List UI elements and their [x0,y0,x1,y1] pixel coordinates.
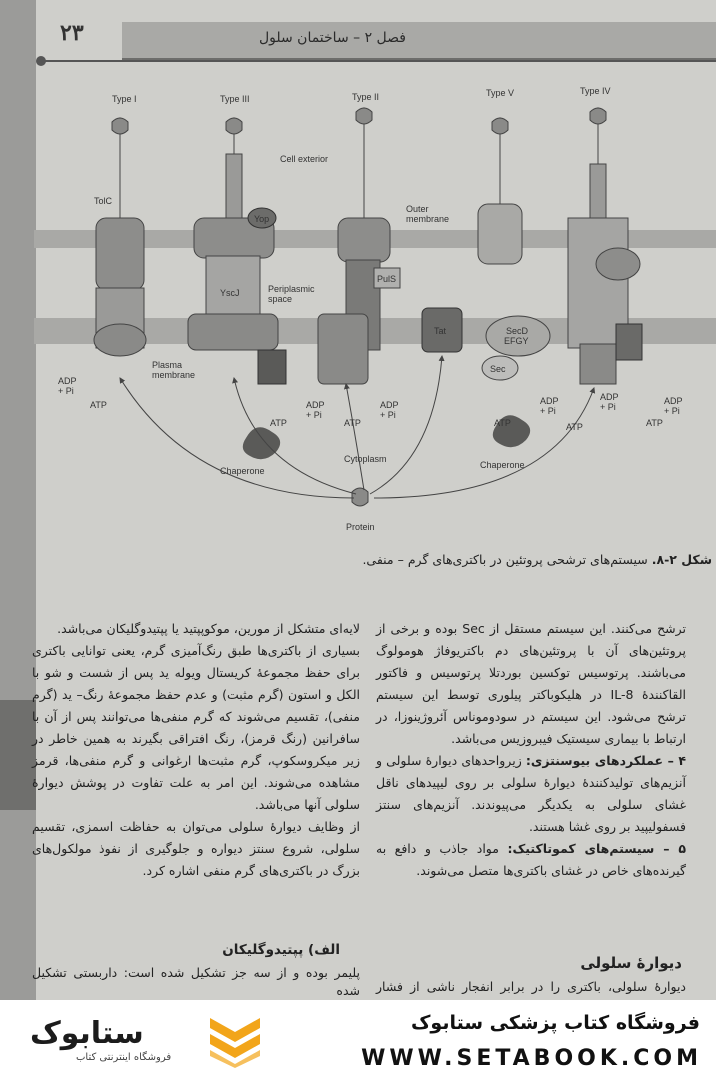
label-pi-5: + Pi [600,402,616,412]
label-yscj: YscJ [220,288,240,298]
right-paragraph-3-text: مواد جاذب و دافع به گیرنده‌های خاص در غشای باکتری‌ها متصل می‌شوند. [376,841,686,878]
label-outer-membrane-2: membrane [406,214,450,224]
logo-chevron-icon [206,1012,264,1068]
caption-text: سیستم‌های ترشحی پروتئین در باکتری‌های گرم – منفی. [362,552,652,567]
left-paragraph-2: بسیاری از باکتری‌ها طبق رنگ‌آمیزی گرم، یعنی توانایی باکتری برای حفظ مجموعهٔ کریستال ویوله ید پس از شست و شو با الکل و استون (گرم مثبت) و عدم حفظ مجموعهٔ رنگ– ید (گرم منفی)، تقسیم می‌شوند که گرم منفی‌ها می‌توانند پس از آن با سافرانین (رنگ قرمز)، رنگ افتراقی بگیرند به همین خاطر در زیر میکروسکوپ، گرم مثبت‌ها ارغوانی و گرم منفی‌ها، قرمز مشاهده می‌شوند. این امر به علت تفاوت در پوشش دیوارهٔ سلولی آنها می‌باشد. [32,643,360,812]
label-tolc: TolC [94,196,113,206]
thumb-index-tab [0,700,36,810]
label-adp-5: ADP [600,392,619,402]
label-pi-3: + Pi [380,410,396,420]
label-type4: Type IV [580,86,611,96]
label-periplasmic-1: Periplasmic [268,284,315,294]
label-atp-2: ATP [270,418,287,428]
label-type3: Type III [220,94,250,104]
label-cell-exterior: Cell exterior [280,154,329,164]
label-periplasmic-2: space [268,294,293,304]
header-rule [40,60,716,62]
figure-caption [32,552,712,567]
right-paragraph-2-text: زیرواحدهای دیوارهٔ سلولی و آنزیم‌های تولیدکنندهٔ دیوارهٔ سلولی بر روی لیپیدهای ناقل غشای سلولی به یکدیگر می‌پیوندند. آنزیم‌های سنتز فسفولیپید بر روی غشا هستند. [376,753,686,834]
section-heading: دیوارهٔ سلولی [580,954,682,972]
right-paragraph-2 [376,750,686,838]
label-adp-1: ADP [58,376,77,386]
caption-label: شکل ۲-۸. [651,552,712,567]
label-type5: Type V [486,88,515,98]
type1-system [94,118,146,356]
label-chaperone-right: Chaperone [480,460,525,470]
type5-system [478,118,522,264]
type3-system [188,118,286,384]
label-atp-6: ATP [646,418,663,428]
label-chaperone-left: Chaperone [220,466,265,476]
label-puls: PulS [377,274,397,284]
label-type2: Type II [352,92,380,102]
label-pi-1: + Pi [58,386,74,396]
subsection-first-line: پلیمر بوده و از سه جز تشکیل شده است: داربستی تشکیل شده [32,965,360,998]
subsection-heading: الف) پپتیدوگلیکان [222,942,340,958]
label-pi-4: + Pi [540,406,556,416]
store-footer-banner [0,1000,716,1080]
right-paragraph-1: ترشح می‌کنند. این سیستم مستقل از Sec بوده و برخی از پروتئین‌های آن با پروتئین‌های دم باکتریوفاژ هومولوگ می‌باشند. پرتوسیس توکسین بوردتلا پرتوسیس و فاکتور القاکنندهٔ IL-8 در هلیکوباکتر پیلوری توسط این سیستم ترشح می‌شود. این سیستم در سودوموناس آئروژینوزا، در ارتباط با بیماری سیستیک فیبروزیس می‌باشد. [376,621,686,746]
label-atp-5: ATP [566,422,583,432]
label-plasma-1: Plasma [152,360,183,370]
secretion-systems-figure [34,78,716,548]
label-pi-6: + Pi [664,406,680,416]
right-paragraph-2-heading: ۴ – عملکردهای بیوسنتزی: [525,753,686,768]
label-pi-2: + Pi [306,410,322,420]
store-logo [30,1016,190,1066]
label-tat: Tat [434,326,447,336]
label-plasma-2: membrane [152,370,196,380]
label-atp-4: ATP [494,418,511,428]
label-secd-1: SecD [506,326,529,336]
label-atp-1: ATP [90,400,107,410]
label-atp-3: ATP [344,418,361,428]
chaperone-left [243,427,280,459]
logo-wordmark: ستابوک [30,1016,144,1051]
page-number: ۲۳ [60,20,84,46]
right-paragraph-3 [376,838,686,882]
protein-shape [352,488,368,506]
label-adp-4: ADP [540,396,559,406]
page-edge-strip [0,0,36,1000]
left-text-column [32,618,360,882]
right-paragraph-3-heading: ۵ – سیستم‌های کموتاکتیک: [507,841,686,856]
left-paragraph-1: لایه‌ای متشکل از مورین، موکوپپتید یا پپتیدوگلیکان می‌باشد. [57,621,360,636]
section-first-line: دیوارهٔ سلولی، باکتری را در برابر انفجار ناشی از فشار [376,979,686,994]
label-yop: Yop [254,214,270,224]
running-header [122,22,716,60]
label-adp-2: ADP [306,400,325,410]
label-secd-2: EFGY [504,336,529,346]
store-url[interactable]: WWW.SETABOOK.COM [361,1046,702,1071]
header-dot [36,56,46,66]
label-adp-3: ADP [380,400,399,410]
chapter-title: فصل ۲ – ساختمان سلول [258,30,406,46]
left-paragraph-3: از وظایف دیوارهٔ سلولی می‌توان به حفاظت اسمزی، تقسیم سلولی، شروع سنتز دیواره و جلوگیری از نفوذ مولکول‌های بزرگ در باکتری‌های گرم منفی اشاره کرد. [32,819,360,878]
label-sec: Sec [490,364,506,374]
right-text-column [376,618,686,882]
store-name: فروشگاه کتاب پزشکی ستابوک [410,1012,700,1034]
label-type1: Type I [112,94,137,104]
label-cytoplasm: Cytoplasm [344,454,387,464]
logo-subtitle: فروشگاه اینترنتی کتاب [76,1052,172,1063]
label-outer-membrane-1: Outer [406,204,429,214]
label-adp-6: ADP [664,396,683,406]
label-protein: Protein [346,522,375,532]
